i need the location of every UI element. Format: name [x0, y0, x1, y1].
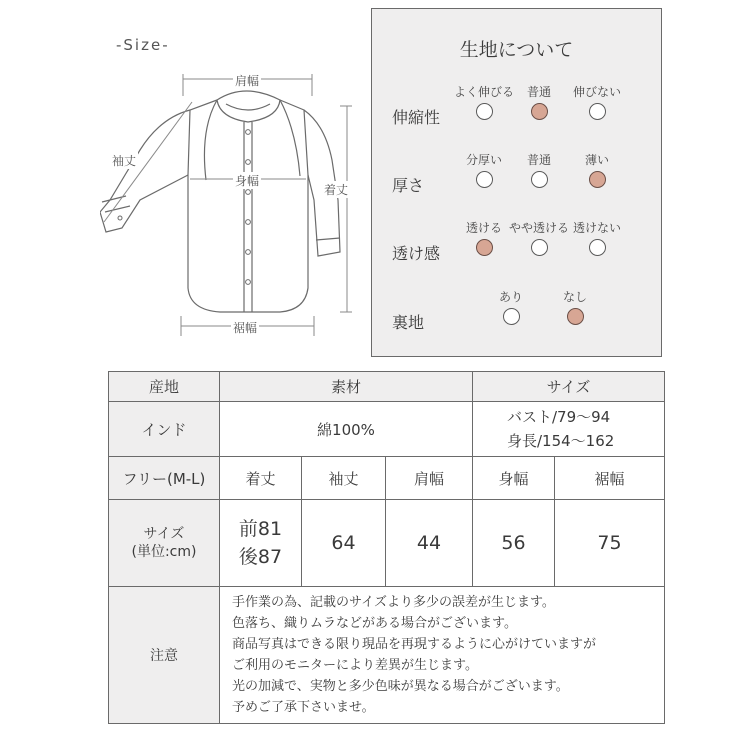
hem-value: 75	[555, 500, 665, 587]
length-value	[220, 500, 302, 587]
hem-header: 裾幅	[555, 457, 665, 500]
row-label-line1: サイズ	[143, 526, 185, 542]
radio-circle	[589, 103, 606, 120]
length-front: 前81	[238, 518, 283, 540]
radio-circle	[476, 171, 493, 188]
option-label: あり	[498, 290, 523, 304]
body-width-label: 身幅	[235, 174, 260, 188]
length-label: 着丈	[324, 183, 349, 197]
option-label: なし	[562, 290, 587, 304]
size-label: フリー(M-L)	[109, 457, 220, 500]
size-title: -Size-	[116, 36, 170, 54]
radio-circle	[476, 103, 493, 120]
radio-circle	[531, 171, 548, 188]
length-back: 後87	[238, 546, 283, 568]
measurement-table	[108, 456, 665, 724]
notes-text	[220, 587, 665, 724]
option-label: 伸びない	[572, 85, 621, 99]
option-label: 普通	[526, 85, 551, 99]
radio-circle	[531, 239, 548, 256]
option-label: やや透ける	[508, 221, 569, 235]
thickness-option-thin	[562, 151, 632, 188]
option-label: 透けない	[572, 221, 621, 235]
lining-label: 裏地	[392, 313, 425, 332]
shoulder-header: 肩幅	[386, 457, 473, 500]
material-value: 綿100%	[220, 402, 473, 457]
option-label: 普通	[526, 153, 551, 167]
radio-circle-selected	[531, 103, 548, 120]
stretch-option-none	[562, 83, 632, 120]
bust-range: バスト/79～94	[507, 408, 611, 426]
sleeve-header: 袖丈	[302, 457, 386, 500]
row-label-line2: (単位:cm)	[131, 544, 197, 560]
fabric-info-panel	[371, 8, 662, 357]
shoulder-width-label: 肩幅	[235, 74, 260, 88]
note-line: 色落ち、織りムラなどがある場合がございます。	[232, 616, 517, 631]
product-info-table	[108, 371, 665, 457]
sleeve-length-label: 袖丈	[112, 154, 137, 168]
option-label: よく伸びる	[453, 85, 514, 99]
length-header: 着丈	[220, 457, 302, 500]
size-header: サイズ	[473, 372, 665, 402]
body-width-value: 56	[473, 500, 555, 587]
size-row-label	[109, 500, 220, 587]
lining-option-yes	[476, 288, 546, 325]
radio-circle-selected	[567, 308, 584, 325]
body-width-header: 身幅	[473, 457, 555, 500]
hem-width-label: 裾幅	[233, 321, 258, 335]
note-line: 手作業の為、記載のサイズより多少の誤差が生じます。	[232, 595, 555, 610]
shirt-diagram	[100, 60, 370, 350]
notes-label: 注意	[109, 587, 220, 724]
note-line: ご利用のモニターにより差異が生じます。	[232, 658, 478, 673]
radio-circle	[503, 308, 520, 325]
sheerness-label: 透け感	[392, 244, 441, 263]
radio-circle-selected	[589, 171, 606, 188]
stretch-label: 伸縮性	[392, 108, 441, 127]
radio-circle	[589, 239, 606, 256]
radio-circle-selected	[476, 239, 493, 256]
origin-header: 産地	[109, 372, 220, 402]
option-label: 薄い	[584, 153, 609, 167]
shoulder-value: 44	[386, 500, 473, 587]
note-line: 予めご了承下さいませ。	[232, 700, 375, 715]
option-label: 分厚い	[465, 153, 502, 167]
origin-value: インド	[109, 402, 220, 457]
shirt-illustration	[100, 60, 370, 350]
height-range: 身長/154～162	[507, 432, 615, 450]
material-header: 素材	[220, 372, 473, 402]
note-line: 商品写真はできる限り現品を再現するように心がけていますが	[232, 637, 597, 652]
option-label: 透ける	[465, 221, 502, 235]
fabric-title: 生地について	[459, 39, 574, 61]
thickness-label: 厚さ	[392, 176, 425, 195]
sheerness-option-none	[562, 219, 632, 256]
size-value	[473, 402, 665, 457]
lining-option-no	[540, 288, 610, 325]
sleeve-value: 64	[302, 500, 386, 587]
note-line: 光の加減で、実物と多少色味が異なる場合がございます。	[232, 679, 569, 694]
